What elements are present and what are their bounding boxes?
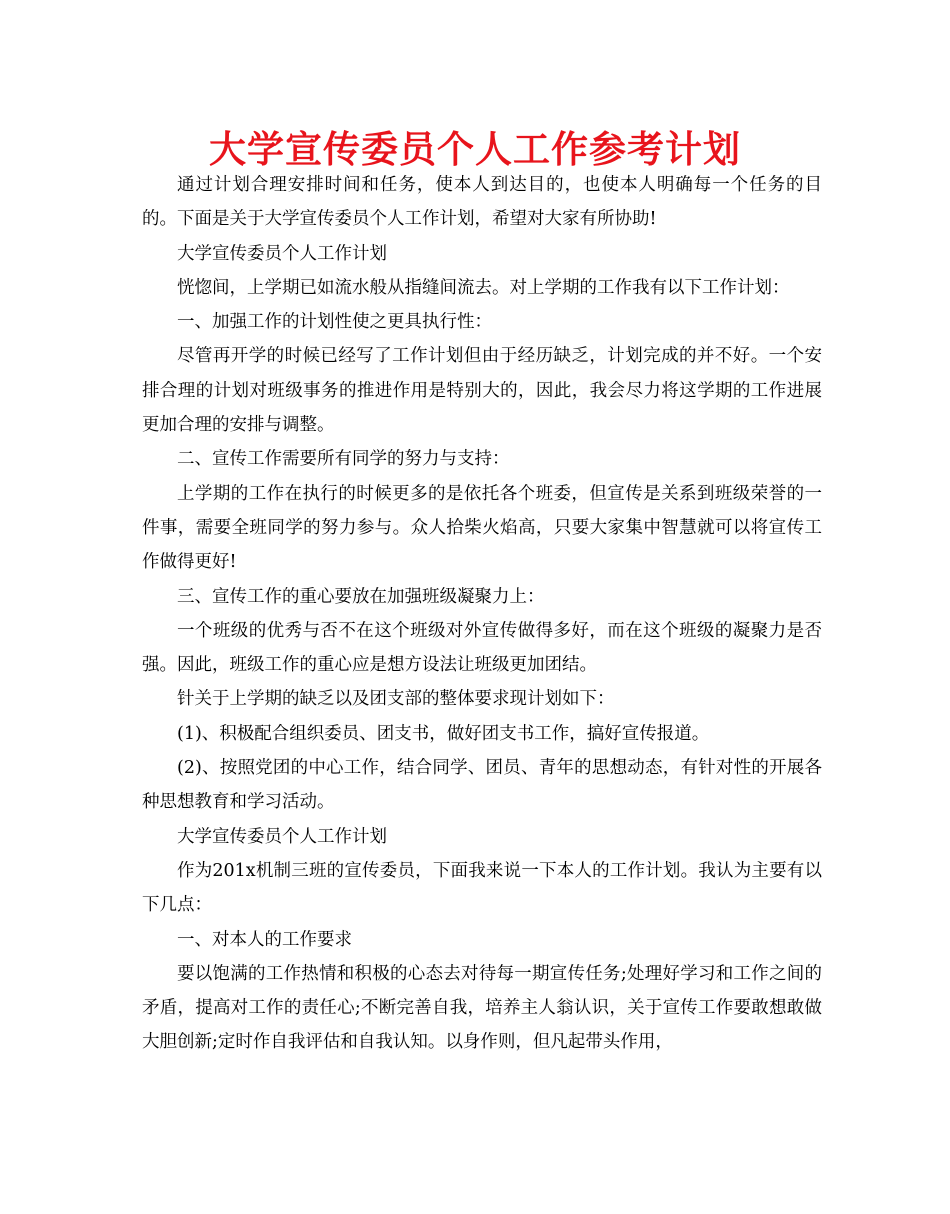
section-heading: 二、宣传工作需要所有同学的努力与支持：: [177, 449, 510, 470]
section-heading: 三、宣传工作的重心要放在加强班级凝聚力上：: [177, 586, 545, 607]
paragraph-subheading: 大学宣传委员个人工作计划: [177, 243, 387, 264]
paragraph: 恍惚间，上学期已如流水般从指缝间流去。对上学期的工作我有以下工作计划：: [177, 277, 790, 298]
section-heading: 一、对本人的工作要求: [177, 929, 352, 950]
list-item: (2)、按照党团的中心工作，结合同学、团员、青年的思想动态，有针对性的开展各种思想教育和学习活动。: [142, 758, 822, 813]
list-item: (1)、积极配合组织委员、团支书，做好团支书工作，搞好宣传报道。: [177, 723, 710, 744]
paragraph: 要以饱满的工作热情和积极的心态去对待每一期宣传任务;处理好学习和工作之间的矛盾，提高对工作的责任心;不断完善自我，培养主人翁认识，关于宣传工作要敢想敢做大胆创新;定时作自我评估和自我认知。以身作则，但凡起带头作用，: [142, 963, 822, 1053]
paragraph-intro: 通过计划合理安排时间和任务，使本人到达目的，也使本人明确每一个任务的目的。下面是关于大学宣传委员个人工作计划，希望对大家有所协助!: [142, 175, 822, 230]
document-body: [142, 168, 822, 1060]
paragraph: 作为201x机制三班的宣传委员，下面我来说一下本人的工作计划。我认为主要有以下几点：: [142, 860, 822, 916]
paragraph: 针关于上学期的缺乏以及团支部的整体要求现计划如下：: [177, 689, 615, 710]
paragraph: 一个班级的优秀与否不在这个班级对外宣传做得多好，而在这个班级的凝聚力是否强。因此，班级工作的重心应是想方设法让班级更加团结。: [142, 620, 822, 676]
paragraph: 尽管再开学的时候已经写了工作计划但由于经历缺乏，计划完成的并不好。一个安排合理的计划对班级事务的推进作用是特别大的，因此，我会尽力将这学期的工作进展更加合理的安排与调整。: [142, 346, 822, 436]
section-heading: 一、加强工作的计划性使之更具执行性：: [177, 312, 492, 333]
paragraph-subheading: 大学宣传委员个人工作计划: [177, 826, 387, 847]
document-title: 大学宣传委员个人工作参考计划: [209, 128, 741, 171]
paragraph: 上学期的工作在执行的时候更多的是依托各个班委，但宣传是关系到班级荣誉的一件事，需要全班同学的努力参与。众人拾柴火焰高，只要大家集中智慧就可以将宣传工作做得更好!: [142, 483, 822, 573]
